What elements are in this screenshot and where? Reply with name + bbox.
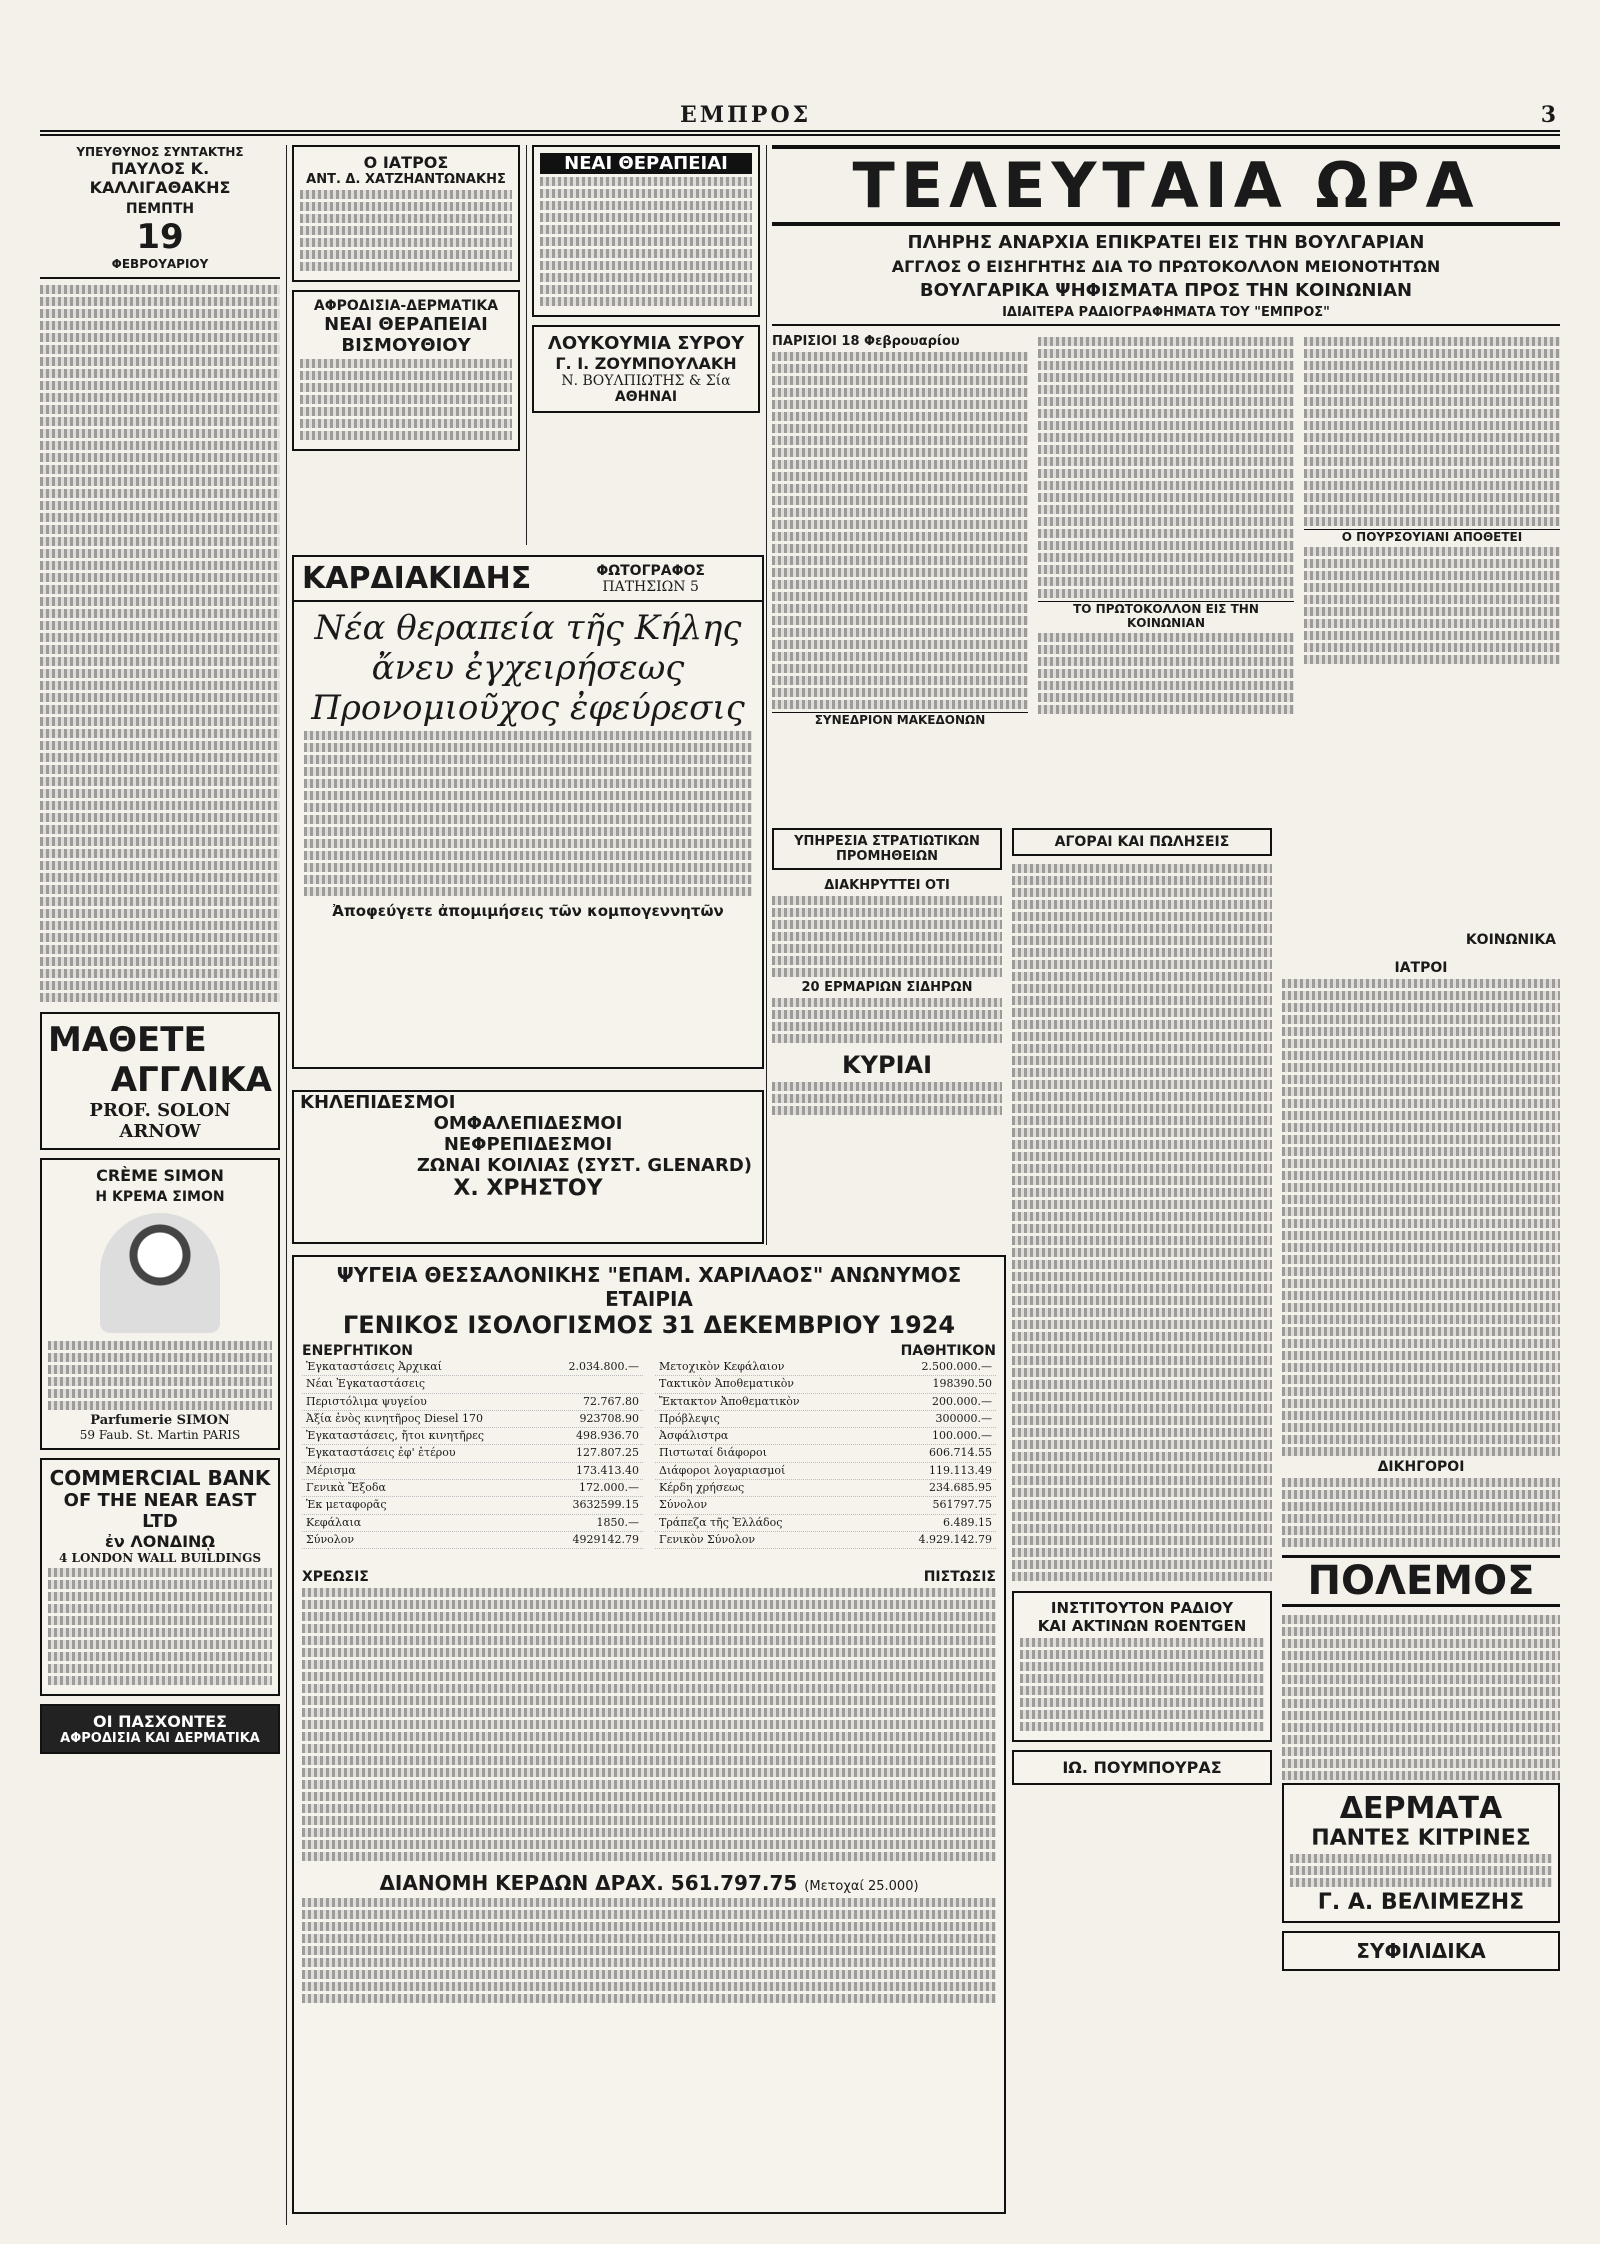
column-rule bbox=[526, 145, 527, 545]
balance-row-label: Πιστωταί διάφοροι bbox=[659, 1446, 767, 1460]
sufferers-title: ΟΙ ΠΑΣΧΟΝΤΕΣ bbox=[93, 1712, 227, 1731]
balance-row-label: Διάφοροι λογαριασμοί bbox=[659, 1463, 786, 1477]
balance-row-label: Κέρδη χρήσεως bbox=[659, 1481, 745, 1495]
main-sub4: ΙΔΙΑΙΤΕΡΑ ΡΑΔΙΟΓΡΑΦΗΜΑΤΑ ΤΟΥ "ΕΜΠΡΟΣ" bbox=[772, 305, 1560, 326]
balance-row-amount: 1850.— bbox=[596, 1515, 639, 1529]
classifieds-column bbox=[1012, 820, 1272, 2220]
balance-row-amount: 498.936.70 bbox=[576, 1429, 639, 1443]
balance-row bbox=[655, 1497, 996, 1514]
kard-line3: Προνομιοῦχος ἐφεύρεσις bbox=[311, 688, 745, 728]
aphro-text bbox=[300, 359, 512, 440]
editor-label: ΥΠΕΥΘΥΝΟΣ ΣΥΝΤΑΚΤΗΣ bbox=[76, 145, 244, 159]
balance-row-label: Ἐγκαταστάσεις, ἤτοι κινητῆρες bbox=[306, 1429, 485, 1443]
doctor-text bbox=[300, 190, 512, 271]
dividend-note: (Μετοχαί 25.000) bbox=[804, 1879, 919, 1895]
balance-row-amount: 3632599.15 bbox=[572, 1498, 639, 1512]
section-makedonon: ΣΥΝΕΔΡΙΟΝ ΜΑΚΕΔΟΝΩΝ bbox=[772, 712, 1028, 727]
radio-text bbox=[1020, 1638, 1264, 1731]
masthead bbox=[40, 102, 1560, 136]
balance-row-label: Νέαι Ἐγκαταστάσεις bbox=[306, 1377, 426, 1391]
creme-title-gr: Η ΚΡΕΜΑ ΣΙΜΟΝ bbox=[95, 1189, 225, 1205]
balance-row-amount: 4.929.142.79 bbox=[918, 1532, 992, 1546]
main-col-2 bbox=[1038, 334, 1294, 727]
main-col-1 bbox=[772, 334, 1028, 727]
editor-name: ΠΑΥΛΟΣ Κ. ΚΑΛΛΙΓΑΘΑΚΗΣ bbox=[89, 159, 231, 197]
main-headline: ΤΕΛΕΥΤΑΙΑ ΩΡΑ bbox=[772, 145, 1560, 226]
section-poursouiani: Ο ΠΟΥΡΣΟΥΙΑΝΙ ΑΠΟΘΕΤΕΙ bbox=[1304, 529, 1560, 544]
main-text-columns bbox=[772, 334, 1560, 727]
kard-name: ΚΑΡΔΙΑΚΙΔΗΣ bbox=[302, 561, 532, 596]
editor-block bbox=[40, 145, 280, 279]
balance-row-amount: 173.413.40 bbox=[576, 1463, 639, 1477]
balance-row bbox=[655, 1463, 996, 1480]
masthead-title: ΕΜΠΡΟΣ bbox=[680, 102, 812, 128]
balance-row-label: Ἐγκαταστάσεις ἐφ' ἑτέρου bbox=[306, 1446, 456, 1460]
balance-row-label: Σύνολον bbox=[659, 1498, 708, 1512]
dividend-line bbox=[294, 1871, 1004, 1895]
balance-row bbox=[302, 1394, 643, 1411]
spec-line4: ΖΩΝΑΙ ΚΟΙΛΙΑΣ (ΣΥΣΤ. GLENARD) bbox=[416, 1155, 752, 1176]
kardiakidis-ad bbox=[292, 555, 764, 1069]
creme-simon-ad bbox=[40, 1158, 280, 1450]
syphilis-ad bbox=[1282, 1931, 1560, 1971]
loukoumia-maker: Γ. Ι. ΖΟΥΜΠΟΥΛΑΚΗ bbox=[555, 354, 737, 373]
main-text-a bbox=[772, 352, 1028, 709]
balance-row-amount: 4929142.79 bbox=[572, 1532, 639, 1546]
balance-row bbox=[655, 1394, 996, 1411]
bank-address: 4 LONDON WALL BUILDINGS bbox=[58, 1551, 262, 1565]
balance-row bbox=[302, 1497, 643, 1514]
balance-row-label: Σύνολον bbox=[306, 1532, 355, 1546]
balance-row-amount: 127.807.25 bbox=[576, 1446, 639, 1460]
balance-row bbox=[655, 1359, 996, 1376]
kyriai-text bbox=[772, 1082, 1002, 1115]
doctor-name: ΑΝΤ. Δ. ΧΑΤΖΗΑΝΤΩΝΑΚΗΣ bbox=[306, 172, 506, 187]
main-text-d bbox=[1304, 337, 1560, 526]
spec-line2: ΟΜΦΑΛΕΠΙΔΕΣΜΟΙ bbox=[433, 1113, 623, 1134]
radio-title: ΙΝΣΤΙΤΟΥΤΟΝ ΡΑΔΙΟΥ bbox=[1050, 1599, 1234, 1617]
new-therapies-ad bbox=[532, 145, 760, 317]
balance-subtitle: ΓΕΝΙΚΟΣ ΙΣΟΛΟΓΙΣΜΟΣ 31 ΔΕΚΕΜΒΡΙΟΥ 1924 bbox=[342, 1311, 956, 1339]
dateline: ΠΑΡΙΣΙΟΙ 18 Φεβρουαρίου bbox=[772, 334, 960, 349]
balance-row bbox=[302, 1376, 643, 1393]
sufferers-ad bbox=[40, 1704, 280, 1754]
balance-row-label: Κεφάλαια bbox=[306, 1515, 362, 1529]
main-sub1: ΠΛΗΡΗΣ ΑΝΑΡΧΙΑ ΕΠΙΚΡΑΤΕΙ ΕΙΣ ΤΗΝ ΒΟΥΛΓΑΡΙΑΝ bbox=[907, 232, 1425, 253]
balance-headers bbox=[294, 1343, 1004, 1359]
balance-row-amount: 923708.90 bbox=[579, 1411, 639, 1425]
main-sub2: ΑΓΓΛΟΣ Ο ΕΙΣΗΓΗΤΗΣ ΔΙΑ ΤΟ ΠΡΩΤΟΚΟΛΛΟΝ ΜΕΙΟΝΟΤΗΤΩΝ bbox=[891, 257, 1441, 276]
supply-heading: ΥΠΗΡΕΣΙΑ ΣΤΡΑΤΙΩΤΙΚΩΝ ΠΡΟΜΗΘΕΙΩΝ bbox=[772, 828, 1002, 870]
social-heading: ΚΟΙΝΩΝΙΚΑ bbox=[1465, 932, 1556, 948]
assets-label: ΕΝΕΡΓΗΤΙΚΟΝ bbox=[302, 1343, 413, 1359]
debit-label: ΧΡΕΩΣΙΣ bbox=[302, 1569, 369, 1586]
woman-illustration bbox=[100, 1213, 220, 1333]
spec-name: Χ. ΧΡΗΣΤΟΥ bbox=[453, 1176, 603, 1201]
main-sub3: ΒΟΥΛΓΑΡΙΚΑ ΨΗΦΙΣΜΑΤΑ ΠΡΟΣ ΤΗΝ ΚΟΙΝΩΝΙΑΝ bbox=[919, 280, 1413, 301]
bandages-ad bbox=[292, 1090, 764, 1244]
therapies-text bbox=[540, 177, 752, 306]
balance-row bbox=[655, 1532, 996, 1549]
balance-row bbox=[302, 1411, 643, 1428]
war-text bbox=[1282, 1615, 1560, 1780]
creme-title: CRÈME SIMON bbox=[96, 1166, 224, 1185]
balance-row-label: Ἔκτακτον Ἀποθεματικὸν bbox=[659, 1394, 800, 1408]
leather-title: ΔΕΡΜΑΤΑ bbox=[1339, 1791, 1503, 1826]
sufferers-sub: ΑΦΡΟΔΙΣΙΑ ΚΑΙ ΔΕΡΜΑΤΙΚΑ bbox=[60, 1731, 260, 1746]
balance-row-label: Ἐγκαταστάσεις Ἀρχικαί bbox=[306, 1360, 442, 1373]
clinic-name: ΙΩ. ΠΟΥΜΠΟΥΡΑΣ bbox=[1062, 1758, 1222, 1777]
balance-tables bbox=[294, 1359, 1004, 1549]
column-two bbox=[292, 145, 520, 545]
radio-sub: ΚΑΙ ΑΚΤΙΝΩΝ ROENTGEN bbox=[1037, 1617, 1247, 1635]
leather-sub: ΠΑΝΤΕΣ ΚΙΤΡΙΝΕΣ bbox=[1311, 1826, 1531, 1851]
loukoumia-ad bbox=[532, 325, 760, 413]
liabilities-table bbox=[655, 1359, 996, 1549]
balance-row-amount: 300000.— bbox=[935, 1411, 992, 1425]
parfum-label: Parfumerie SIMON bbox=[90, 1413, 230, 1428]
balance-row-amount: 6.489.15 bbox=[943, 1515, 992, 1529]
aphro-title: ΑΦΡΟΔΙΣΙΑ-ΔΕΡΜΑΤΙΚΑ bbox=[313, 298, 499, 314]
balance-row-amount: 561797.75 bbox=[932, 1498, 992, 1512]
supply-iron: 20 ΕΡΜΑΡΙΩΝ ΣΙΔΗΡΩΝ bbox=[801, 980, 973, 995]
clinic-ad bbox=[1012, 1750, 1272, 1785]
left-column bbox=[40, 145, 280, 2225]
english-heading: ΑΓΓΛΙΚΑ bbox=[110, 1060, 272, 1100]
article-text-lines bbox=[40, 285, 280, 1002]
kard-profession: ΦΩΤΟΓΡΑΦΟΣ bbox=[596, 562, 705, 579]
assets-table bbox=[302, 1359, 643, 1549]
balance-row-amount: 2.500.000.— bbox=[921, 1360, 992, 1373]
balance-row-label: Γενικὰ Ἔξοδα bbox=[306, 1481, 386, 1495]
balance-row bbox=[302, 1445, 643, 1462]
syph-title: ΣΥΦΙΛΙΔΙΚΑ bbox=[1356, 1939, 1486, 1963]
kyriai-heading: ΚΥΡΙΑΙ bbox=[842, 1051, 932, 1079]
parfum-address: 59 Faub. St. Martin PARIS bbox=[79, 1428, 241, 1442]
kard-line1: Νέα θεραπεία τῆς Κήλης bbox=[314, 608, 742, 648]
balance-row bbox=[655, 1480, 996, 1497]
balance-row bbox=[655, 1445, 996, 1462]
doctors-heading: ΙΑΤΡΟΙ bbox=[1394, 960, 1448, 976]
balance-row-label: Ἀξία ἐνὸς κινητῆρος Diesel 170 bbox=[306, 1411, 484, 1425]
balance-row bbox=[302, 1428, 643, 1445]
social-text bbox=[1282, 979, 1560, 1456]
balance-row-amount: 119.113.49 bbox=[929, 1463, 992, 1477]
war-heading: ΠΟΛΕΜΟΣ bbox=[1282, 1555, 1560, 1607]
balance-row-label: Ἐκ μεταφορᾶς bbox=[306, 1498, 387, 1512]
loukoumia-agents: Ν. ΒΟΥΛΠΙΩΤΗΣ & Σία bbox=[561, 373, 731, 389]
prof-name: PROF. SOLON ARNOW bbox=[89, 1100, 231, 1142]
leather-ad bbox=[1282, 1783, 1560, 1923]
dividend-text-lines bbox=[294, 1898, 1004, 2003]
credit-label: ΠΙΣΤΩΣΙΣ bbox=[923, 1569, 996, 1586]
balance-row-label: Περιστόλιμα ψυγείου bbox=[306, 1394, 427, 1408]
section-protocol: ΤΟ ΠΡΩΤΟΚΟΛΛΟΝ ΕΙΣ ΤΗΝ ΚΟΙΝΩΝΙΑΝ bbox=[1038, 601, 1294, 630]
balance-row-amount: 198390.50 bbox=[932, 1377, 992, 1391]
balance-sheet-ad bbox=[292, 1255, 1006, 2214]
right-column bbox=[1282, 920, 1560, 2220]
pl-headers bbox=[294, 1569, 1004, 1585]
liabilities-label: ΠΑΘΗΤΙΚΟΝ bbox=[900, 1343, 996, 1359]
doctor-title: Ο ΙΑΤΡΟΣ bbox=[363, 153, 449, 172]
balance-row-label: Γενικὸν Σύνολον bbox=[659, 1532, 756, 1546]
doctor-ad bbox=[292, 145, 520, 282]
supply-text bbox=[772, 896, 1002, 977]
supply-service-column bbox=[772, 820, 1002, 1250]
bank-city: ἐν ΛΟΝΔΙΝῼ bbox=[104, 1532, 216, 1551]
leather-text bbox=[1290, 1854, 1552, 1887]
new-therapies-heading: ΝΕΑΙ ΘΕΡΑΠΕΙΑΙ bbox=[540, 153, 752, 174]
balance-row bbox=[302, 1515, 643, 1532]
bank-title: COMMERCIAL BANK bbox=[49, 1466, 271, 1490]
commercial-bank-ad bbox=[40, 1458, 280, 1696]
bismuth-title: ΒΙΣΜΟΥΘΙΟΥ bbox=[341, 335, 471, 356]
spec-line1: ΚΗΛΕΠΙΔΕΣΜΟΙ bbox=[300, 1092, 456, 1113]
balance-row-amount: 2.034.800.— bbox=[568, 1360, 639, 1373]
aphrodisia-ad bbox=[292, 290, 520, 451]
main-col-3 bbox=[1304, 334, 1560, 727]
market-heading: ΑΓΟΡΑΙ ΚΑΙ ΠΩΛΗΣΕΙΣ bbox=[1012, 828, 1272, 856]
creme-text bbox=[48, 1341, 272, 1410]
balance-row-label: Τακτικὸν Ἀποθεματικὸν bbox=[659, 1377, 794, 1391]
main-text-e bbox=[1304, 547, 1560, 664]
leather-name: Γ. Α. ΒΕΛΙΜΕΖΗΣ bbox=[1317, 1890, 1525, 1915]
lawyers-text bbox=[1282, 1478, 1560, 1547]
balance-row-amount: 100.000.— bbox=[932, 1429, 992, 1443]
column-rule bbox=[286, 145, 287, 2225]
date-number: 19 bbox=[136, 217, 184, 257]
classifieds-text bbox=[1012, 864, 1272, 1581]
balance-row-label: Μετοχικὸν Κεφάλαιον bbox=[659, 1360, 785, 1373]
main-text-c bbox=[1038, 633, 1294, 714]
balance-row-amount: 606.714.55 bbox=[929, 1446, 992, 1460]
balance-row bbox=[655, 1515, 996, 1532]
balance-row-amount: 72.767.80 bbox=[583, 1394, 639, 1408]
balance-row-label: Τράπεζα τῆς Ἑλλάδος bbox=[659, 1515, 783, 1529]
main-text-b bbox=[1038, 337, 1294, 598]
column-rule bbox=[766, 145, 767, 1245]
balance-row bbox=[302, 1480, 643, 1497]
kard-text bbox=[294, 731, 762, 896]
kard-warning: Ἀποφεύγετε ἀπομιμήσεις τῶν κομπογεννητῶν bbox=[332, 902, 724, 920]
supply-text-2 bbox=[772, 998, 1002, 1043]
learn-heading: ΜΑΘΕΤΕ bbox=[48, 1020, 207, 1060]
balance-row-label: Πρόβλεψις bbox=[659, 1411, 720, 1425]
column-three bbox=[532, 145, 760, 545]
loukoumia-title: ΛΟΥΚΟΥΜΙΑ ΣΥΡΟΥ bbox=[547, 333, 745, 354]
new-therapies-title: ΝΕΑΙ ΘΕΡΑΠΕΙΑΙ bbox=[324, 314, 488, 335]
balance-row-amount: 234.685.95 bbox=[929, 1481, 992, 1495]
page-number: 3 bbox=[1540, 102, 1556, 128]
balance-row bbox=[302, 1463, 643, 1480]
kard-line2: ἄνευ ἐγχειρήσεως bbox=[371, 648, 685, 688]
balance-row bbox=[302, 1359, 643, 1376]
english-lessons-ad bbox=[40, 1012, 280, 1150]
balance-row bbox=[655, 1411, 996, 1428]
balance-row bbox=[655, 1376, 996, 1393]
lawyers-heading: ΔΙΚΗΓΟΡΟΙ bbox=[1377, 1459, 1465, 1475]
day-label: ΠΕΜΠΤΗ bbox=[125, 201, 195, 217]
loukoumia-city: ΑΘΗΝΑΙ bbox=[614, 389, 678, 405]
balance-row-amount: 200.000.— bbox=[932, 1394, 992, 1408]
balance-row-label: Μέρισμα bbox=[306, 1463, 356, 1477]
month-label: ΦΕΒΡΟΥΑΡΙΟΥ bbox=[111, 257, 209, 271]
radio-institute-ad bbox=[1012, 1591, 1272, 1742]
balance-row bbox=[302, 1532, 643, 1549]
dividend-text: ΔΙΑΝΟΜΗ ΚΕΡΔΩΝ ΔΡΑΧ. 561.797.75 bbox=[379, 1871, 798, 1896]
balance-row-amount: 172.000.— bbox=[579, 1481, 639, 1495]
spec-line3: ΝΕΦΡΕΠΙΔΕΣΜΟΙ bbox=[443, 1134, 613, 1155]
balance-title: ΨΥΓΕΙΑ ΘΕΣΣΑΛΟΝΙΚΗΣ "ΕΠΑΜ. ΧΑΡΙΛΑΟΣ" ΑΝΩΝΥΜΟΣ ΕΤΑΙΡΙΑ bbox=[336, 1263, 962, 1311]
bank-subtitle: OF THE NEAR EAST LTD bbox=[63, 1490, 257, 1532]
balance-row-label: Ἀσφάλιστρα bbox=[659, 1429, 729, 1443]
bank-text bbox=[48, 1568, 272, 1685]
supply-announce: ΔΙΑΚΗΡΥΤΤΕΙ ΟΤΙ bbox=[824, 878, 950, 893]
balance-row bbox=[655, 1428, 996, 1445]
kard-street: ΠΑΤΗΣΙΩΝ 5 bbox=[602, 578, 699, 595]
pl-text bbox=[294, 1588, 1004, 1861]
